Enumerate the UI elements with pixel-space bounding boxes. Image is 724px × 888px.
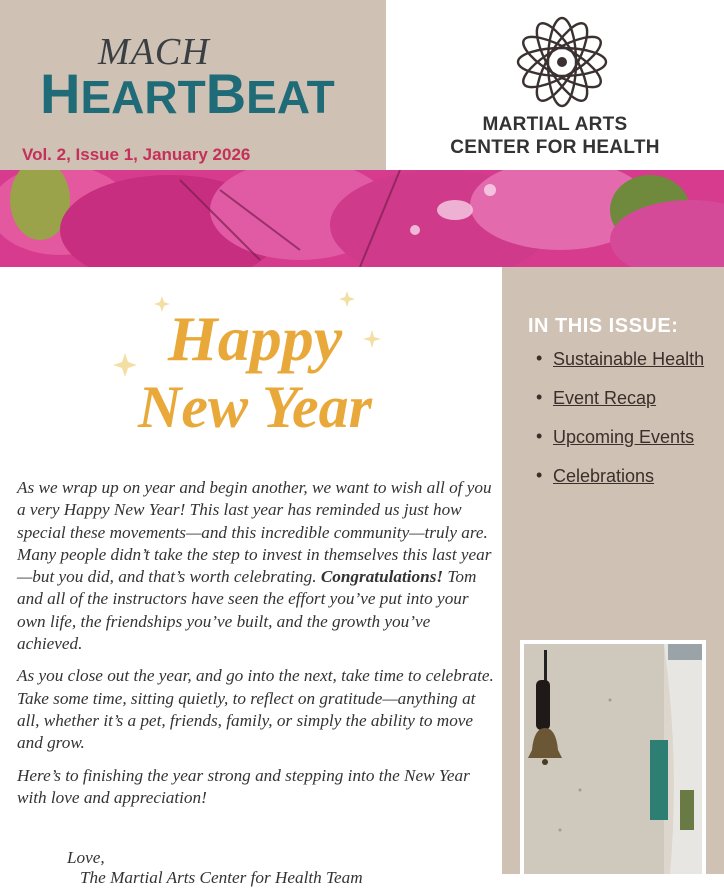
article-body	[17, 477, 495, 819]
toc-item	[536, 349, 704, 388]
toc-item	[536, 427, 704, 466]
article-paragraph: As you close out the year, and go into the next, take time to celebrate. Take some time, sitting quietly, to reflect on gratitude—anything at all, whether it’s a pet, friends, family, or simply the ability to move and grow.	[17, 666, 494, 753]
toc-link-upcoming-events[interactable]: Upcoming Events	[553, 427, 695, 447]
org-name-line1: MARTIAL ARTS	[482, 114, 628, 135]
toc-link-celebrations[interactable]: Celebrations	[553, 466, 655, 486]
signoff: Love,	[67, 848, 105, 867]
article-text: As we wrap up on year and begin another, we want to wish all of you a very Happy New Year! This last year has reminded us just how special these movements—and this incredible community—truly are. Many people didn’t take the step to invest in themselves this last year—but you did, and that’s worth celebrating.	[17, 478, 492, 587]
toc-item	[536, 466, 704, 505]
article-paragraph: Here’s to finishing the year strong and stepping into the New Year with love and appreciation!	[17, 765, 470, 807]
org-name-line2: CENTER FOR HEALTH	[450, 137, 660, 158]
atom-orbit-logo-icon	[512, 12, 612, 112]
signoff-signature: The Martial Arts Center for Health Team	[80, 868, 363, 887]
bell-photo	[520, 640, 706, 874]
flower-banner-image	[0, 170, 724, 267]
happy-new-year-graphic	[100, 282, 410, 462]
article-paragraph	[17, 477, 495, 655]
heartbeat-title	[40, 62, 335, 125]
sidebar-title: IN THIS ISSUE:	[528, 315, 679, 337]
toc-link-sustainable-health[interactable]: Sustainable Health	[553, 349, 705, 369]
toc-list	[536, 349, 704, 505]
greeting-line1: Happy	[167, 303, 343, 374]
greeting-line2: New Year	[138, 374, 372, 440]
heartbeat-part: EAT	[246, 71, 335, 123]
mach-title: MACH	[98, 31, 210, 73]
article-emphasis: Congratulations!	[320, 567, 444, 587]
heartbeat-part: EART	[80, 71, 206, 123]
heartbeat-part: B	[205, 62, 247, 125]
toc-item	[536, 388, 704, 427]
article-text: Tom and all of the instructors have seen the effort you’ve put into your own life, the friendships you’ve built, and the growth you’ve achieved.	[17, 567, 477, 654]
toc-link-event-recap[interactable]: Event Recap	[553, 388, 657, 408]
issue-line: Vol. 2, Issue 1, January 2026	[22, 145, 251, 164]
heartbeat-part: H	[40, 62, 81, 125]
